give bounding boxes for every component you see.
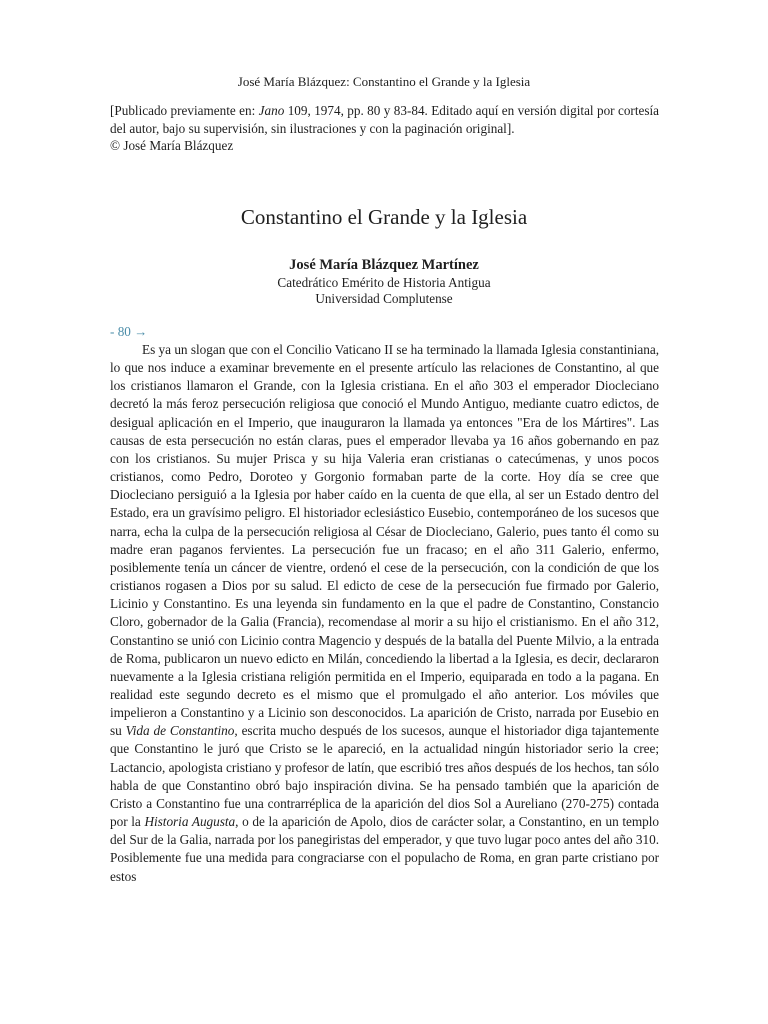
- journal-name: Jano: [258, 103, 285, 118]
- body-paragraph: [110, 341, 659, 886]
- affiliation-line-1: Catedrático Emérito de Historia Antigua: [277, 275, 491, 290]
- italic-title-historia: Historia Augusta: [144, 814, 236, 830]
- affiliation-line-2: Universidad Complutense: [315, 291, 453, 306]
- article-title: Constantino el Grande y la Iglesia: [240, 205, 528, 229]
- body-segment-2: , escrita mucho después de los sucesos, aunque el historiador diga tajantemente que Constantino le juró que Cristo se le apareció, en la actualidad ningún historiador serio la cree; Lactancio, apologista cristiano y profesor de latín, que escribió tres años después de los hechos, tan sólo habla de que Constantino obró bajo inspiración divina. Se ha pensado también que la aparición de Cristo a Constantino fue una contrarréplica de la aparición del dios Sol a Aureliano (270-275) contada por la: [110, 723, 659, 830]
- publication-note: [110, 102, 659, 155]
- publication-note-text: [110, 102, 659, 137]
- body-segment-1: Es ya un slogan que con el Concilio Vaticano II se ha terminado la llamada Iglesia constantiniana, lo que nos induce a examinar brevemente en el presente artículo las relaciones de Constantino, al que los cristianos llamaron el Grande, con la Iglesia cristiana. En el año 303 el emperador Diocleciano decretó la más feroz persecución religiosa que conoció el Mundo Antiguo, mediante cuatro edictos, de desigual aplicación en el Imperio, que inauguraron la llamada ya entonces "Era de los Mártires". Las causas de esta persecución no están claras, pues el emperador llevaba ya 16 años gobernando en paz con los cristianos. Su mujer Prisca y su hija Valeria eran cristianas o catecúmenas, y unos pocos cristianos, como Pedro, Doroteo y Gorgonio formaban parte de la corte. Hoy día se cree que Diocleciano persiguió a la Iglesia por haber caído en la cuenta de que ella, al ser un Estado dentro del Estado, era un gravísimo peligro. El historiador eclesiástico Eusebio, contemporáneo de los sucesos que narra, echa la culpa de la persecución religiosa al César de Diocleciano, Galerio, pues tanto él como su madre eran paganos fervientes. La persecución fue un fracaso; en el año 311 Galerio, enfermo, posiblemente tenía un cáncer de vientre, ordenó el cese de la persecución, con la condición de que los cristianos rogasen a Dios por su salud. El edicto de cese de la persecución fue firmado por Galerio, Licinio y Constantino. Es una leyenda sin fundamento en la que el padre de Constantino, Constancio Cloro, gobernador de la Galia (Francia), recomendase al morir a su hijo el cristianismo. En el año 312, Constantino se unió con Licinio contra Magencio y después de la batalla del Puente Milvio, a la entrada de Roma, publicaron un nuevo edicto en Milán, concediendo la libertad a la Iglesia, es decir, declararon nuevamente a la Iglesia cristiana religión permitida en el Imperio, equiparada en todo a la pagana. En realidad este segundo decreto es el mismo que el promulgado el año anterior. Los móviles que impelieron a Constantino y a Licinio son desconocidos. La aparición de Cristo, narrada por Eusebio en su: [110, 342, 659, 739]
- running-head: José María Blázquez: Constantino el Grande y la Iglesia: [237, 74, 531, 89]
- page-marker: - 80 →: [110, 324, 148, 339]
- author-name: José María Blázquez Martínez: [289, 257, 479, 273]
- body-segment-3: , o de la aparición de Apolo, dios de carácter solar, a Constantino, en un templo del Sur de la Galia, narrada por los panegiristas del emperador, y que tuvo lugar poco antes del año 310. Posiblemente fue una medida para congraciarse con el populacho de Roma, en gran parte cristiano por estos: [110, 814, 660, 884]
- copyright-line: © José María Blázquez: [110, 138, 234, 153]
- author-affiliation: [0, 275, 768, 307]
- pubnote-part1: [Publicado previamente en:: [110, 103, 259, 118]
- italic-title-vida: Vida de Constantino: [125, 723, 235, 739]
- pubnote-part2: 109, 1974, pp. 80 y 83-84. Editado aquí en versión digital por cortesía del autor, bajo su supervisión, sin ilustraciones y con la paginación original].: [110, 103, 659, 136]
